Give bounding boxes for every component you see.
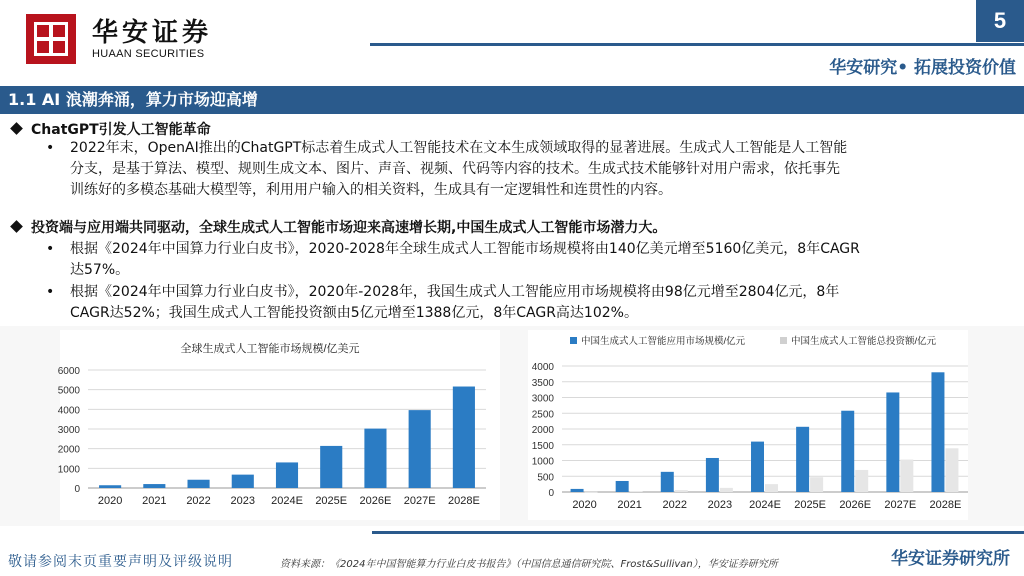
y-tick-label: 500 [537,472,554,484]
footer-source: 资料来源：《2024年中国智能算力行业白皮书报告》（中国信息通信研究院、Frost&Sullivan），华安证券研究所 [280,559,778,570]
charts-svg [0,326,1024,526]
y-tick-label: 4000 [57,405,80,417]
x-tick-label: 2020 [97,495,123,507]
y-tick-label: 3500 [531,377,554,389]
brand-logo-english: HUAAN SECURITIES [92,48,205,60]
legend-label: 中国生成式人工智能总投资额/亿元 [791,336,937,347]
diamond-bullet-icon [10,122,23,135]
y-tick-label: 2000 [57,444,80,456]
footer-divider [372,531,1024,534]
bar [886,392,899,492]
bar [99,485,121,488]
paragraph-line: 2022年末，OpenAI推出的ChatGPT标志着生成式人工智能技术在文本生成领域取得的显著进展。生成式人工智能是人工智能 [70,140,848,156]
x-tick-label: 2023 [230,495,256,507]
bar [661,472,674,492]
legend-swatch [780,337,787,344]
chart-title: 全球生成式人工智能市场规模/亿美元 [180,343,360,355]
bar [706,458,719,492]
paragraph-line: 分支，是基于算法、模型、规则生成文本、图片、声音、视频、代码等内容的技术。生成式技术能够针对用户需求，依托事先 [70,161,840,177]
x-tick-label: 2022 [662,499,688,511]
section-title: 1.1 AI 浪潮奔涌，算力市场迎高增 [8,90,258,109]
bullet-dot: • [46,284,55,300]
paragraph-line: 训练好的多模态基础大模型等，利用用户输入的相关资料，生成具有一定逻辑性和连贯性的内容。 [70,182,672,198]
bar [751,442,764,492]
y-tick-label: 4000 [531,362,554,373]
bar [276,462,298,488]
x-tick-label: 2028E [929,499,962,511]
paragraph-line: CAGR达52%；我国生成式人工智能投资额由5亿元增至1388亿元，8年CAGR高达102%。 [70,305,638,321]
bar [585,492,598,493]
y-tick-label: 1500 [531,440,554,452]
bar [900,460,913,492]
x-tick-label: 2021 [142,495,167,507]
y-tick-label: 2500 [531,409,554,421]
x-tick-label: 2021 [617,499,642,511]
bar [364,429,386,488]
bullet-dot: • [46,241,55,257]
y-tick-label: 6000 [57,366,80,377]
y-tick-label: 3000 [531,393,554,405]
brand-logo-chinese: 华安证券 [92,18,213,48]
bar [945,448,958,492]
bar [796,427,809,492]
point-heading-text: ChatGPT引发人工智能革命 [31,122,211,138]
chart1-background [57,330,500,520]
diamond-bullet-icon [10,220,23,233]
point-heading-1 [12,120,211,140]
legend-swatch [570,337,577,344]
bar [453,387,475,488]
footer-brand: 华安证券研究所 [891,549,1010,569]
bar [765,484,778,492]
x-tick-label: 2027E [884,499,917,511]
bar [931,372,944,492]
x-tick-label: 2024E [749,499,781,511]
bar [320,446,342,488]
x-tick-label: 2026E [359,495,392,507]
paragraph-line: 根据《2024年中国算力行业白皮书》，2020年-2028年，我国生成式人工智能应用市场规模将由98亿元增至2804亿元，8年 [70,284,840,300]
bar [810,477,823,492]
y-tick-label: 0 [548,488,554,499]
point-heading-text: 投资端与应用端共同驱动，全球生成式人工智能市场迎来高速增长期,中国生成式人工智能市场潜力大。 [31,220,667,236]
x-tick-label: 2022 [186,495,211,507]
bar [841,411,854,492]
x-tick-label: 2027E [403,495,436,507]
x-tick-label: 2028E [447,495,480,507]
brand-logo-mark [26,14,76,64]
x-tick-label: 2024E [271,495,303,507]
bar [232,475,254,488]
y-tick-label: 5000 [57,385,80,397]
bar [630,491,643,492]
page-number: 5 [976,0,1024,42]
point-heading-2 [12,218,666,238]
bar [143,484,165,488]
header-divider [370,43,1024,46]
x-tick-label: 2023 [707,499,733,511]
bullet-dot: • [46,140,55,156]
y-tick-label: 2000 [531,425,554,436]
paragraph-line: 达57%。 [70,262,130,278]
x-tick-label: 2026E [839,499,872,511]
bar [188,480,210,488]
bar [409,410,431,488]
y-tick-label: 0 [74,484,80,495]
x-tick-label: 2025E [315,495,348,507]
x-tick-label: 2025E [794,499,827,511]
header-tagline: 华安研究• 拓展投资价值 [829,58,1016,78]
x-tick-label: 2020 [572,499,597,511]
paragraph-line: 根据《2024年中国算力行业白皮书》，2020-2028年全球生成式人工智能市场规模将由140亿美元增至5160亿美元，8年CAGR [70,241,860,257]
y-tick-label: 1000 [57,464,80,476]
bar [571,489,584,492]
bar [720,488,733,492]
bar [855,470,868,492]
footer-disclaimer-link[interactable]: 敬请参阅末页重要声明及评级说明 [8,554,233,570]
legend-label: 中国生成式人工智能应用市场规模/亿元 [581,336,746,347]
bar [616,481,629,492]
y-tick-label: 1000 [531,456,554,468]
y-tick-label: 3000 [57,425,80,436]
bar [675,490,688,492]
